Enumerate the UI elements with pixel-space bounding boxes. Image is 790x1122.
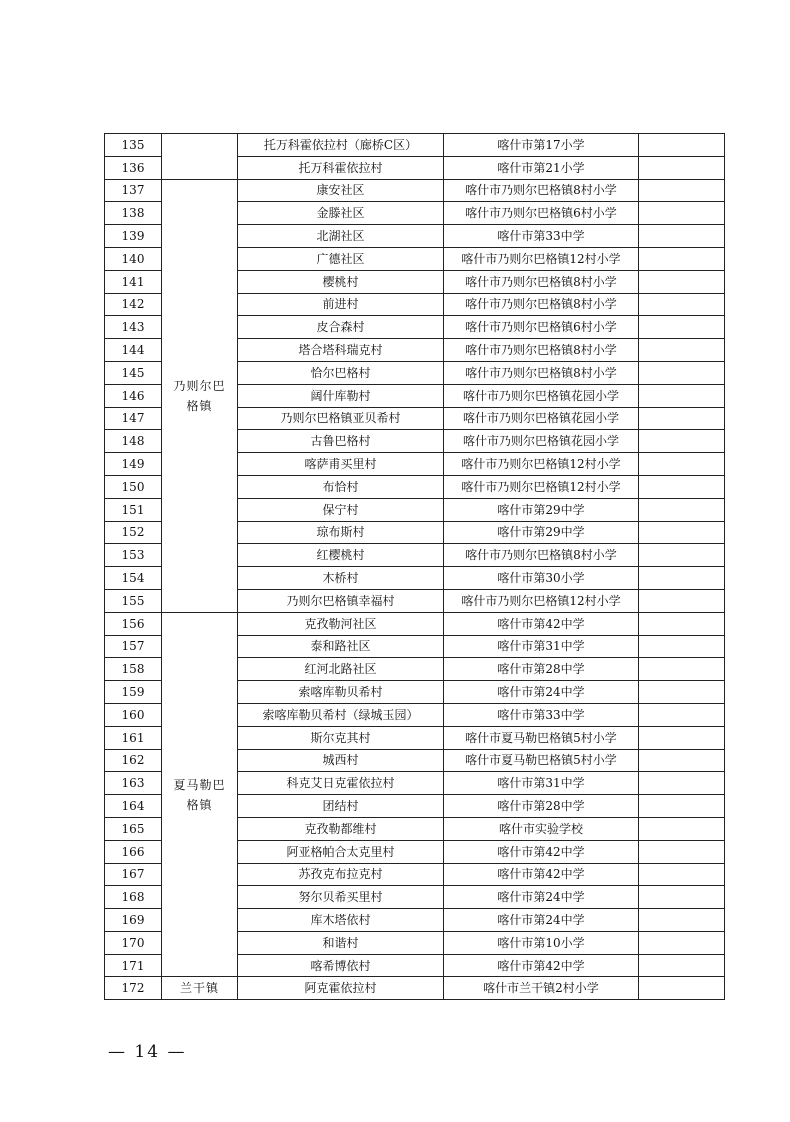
town-cell: 夏马勒巴格镇: [162, 612, 238, 977]
note-cell: [639, 931, 725, 954]
school-cell: 喀什市第29中学: [444, 498, 639, 521]
school-cell: 喀什市实验学校: [444, 817, 639, 840]
row-number-cell: 145: [105, 361, 162, 384]
row-number-cell: 165: [105, 817, 162, 840]
school-cell: 喀什市乃则尔巴格镇8村小学: [444, 361, 639, 384]
note-cell: [639, 384, 725, 407]
village-cell: 古鲁巴格村: [238, 430, 444, 453]
village-cell: 红樱桃村: [238, 544, 444, 567]
village-cell: 克孜勒河社区: [238, 612, 444, 635]
row-number-cell: 164: [105, 795, 162, 818]
village-cell: 苏孜克布拉克村: [238, 863, 444, 886]
note-cell: [639, 726, 725, 749]
school-cell: 喀什市乃则尔巴格镇12村小学: [444, 247, 639, 270]
row-number-cell: 142: [105, 293, 162, 316]
village-cell: 保宁村: [238, 498, 444, 521]
note-cell: [639, 453, 725, 476]
note-cell: [639, 156, 725, 179]
village-cell: 阔什库勒村: [238, 384, 444, 407]
table-row: [105, 977, 725, 1000]
village-cell: 努尔贝希买里村: [238, 886, 444, 909]
school-cell: 喀什市乃则尔巴格镇6村小学: [444, 316, 639, 339]
note-cell: [639, 407, 725, 430]
note-cell: [639, 658, 725, 681]
school-cell: 喀什市第24中学: [444, 909, 639, 932]
village-cell: 布恰村: [238, 475, 444, 498]
village-cell: 斯尔克其村: [238, 726, 444, 749]
village-cell: 索喀库勒贝希村（绿城玉园）: [238, 703, 444, 726]
school-cell: 喀什市乃则尔巴格镇8村小学: [444, 339, 639, 362]
row-number-cell: 143: [105, 316, 162, 339]
note-cell: [639, 909, 725, 932]
village-cell: 广德社区: [238, 247, 444, 270]
note-cell: [639, 134, 725, 157]
school-cell: 喀什市第28中学: [444, 795, 639, 818]
town-cell: [162, 134, 238, 180]
row-number-cell: 154: [105, 567, 162, 590]
row-number-cell: 135: [105, 134, 162, 157]
school-cell: 喀什市乃则尔巴格镇12村小学: [444, 475, 639, 498]
school-cell: 喀什市第31中学: [444, 772, 639, 795]
row-number-cell: 167: [105, 863, 162, 886]
village-cell: 喀希博依村: [238, 954, 444, 977]
row-number-cell: 171: [105, 954, 162, 977]
school-cell: 喀什市乃则尔巴格镇8村小学: [444, 293, 639, 316]
school-cell: 喀什市夏马勒巴格镇5村小学: [444, 726, 639, 749]
town-cell: 乃则尔巴格镇: [162, 179, 238, 612]
village-cell: 木桥村: [238, 567, 444, 590]
row-number-cell: 153: [105, 544, 162, 567]
row-number-cell: 159: [105, 681, 162, 704]
row-number-cell: 139: [105, 225, 162, 248]
village-cell: 克孜勒都维村: [238, 817, 444, 840]
note-cell: [639, 977, 725, 1000]
school-cell: 喀什市乃则尔巴格镇8村小学: [444, 179, 639, 202]
village-cell: 泰和路社区: [238, 635, 444, 658]
note-cell: [639, 863, 725, 886]
village-cell: 阿克霍依拉村: [238, 977, 444, 1000]
note-cell: [639, 430, 725, 453]
row-number-cell: 146: [105, 384, 162, 407]
village-cell: 康安社区: [238, 179, 444, 202]
school-cell: 喀什市乃则尔巴格镇花园小学: [444, 430, 639, 453]
note-cell: [639, 521, 725, 544]
school-district-table: [104, 133, 725, 1000]
row-number-cell: 147: [105, 407, 162, 430]
village-cell: 乃则尔巴格镇幸福村: [238, 589, 444, 612]
row-number-cell: 138: [105, 202, 162, 225]
note-cell: [639, 293, 725, 316]
row-number-cell: 162: [105, 749, 162, 772]
school-cell: 喀什市第42中学: [444, 863, 639, 886]
note-cell: [639, 840, 725, 863]
school-cell: 喀什市第28中学: [444, 658, 639, 681]
village-cell: 库木塔依村: [238, 909, 444, 932]
note-cell: [639, 475, 725, 498]
school-cell: 喀什市第31中学: [444, 635, 639, 658]
note-cell: [639, 339, 725, 362]
row-number-cell: 148: [105, 430, 162, 453]
note-cell: [639, 316, 725, 339]
village-cell: 皮合森村: [238, 316, 444, 339]
school-cell: 喀什市夏马勒巴格镇5村小学: [444, 749, 639, 772]
village-cell: 和谐村: [238, 931, 444, 954]
row-number-cell: 150: [105, 475, 162, 498]
school-cell: 喀什市第24中学: [444, 681, 639, 704]
village-cell: 喀萨甫买里村: [238, 453, 444, 476]
note-cell: [639, 817, 725, 840]
school-cell: 喀什市第17小学: [444, 134, 639, 157]
note-cell: [639, 886, 725, 909]
school-cell: 喀什市乃则尔巴格镇花园小学: [444, 407, 639, 430]
row-number-cell: 157: [105, 635, 162, 658]
village-cell: 恰尔巴格村: [238, 361, 444, 384]
note-cell: [639, 361, 725, 384]
table-row: [105, 134, 725, 157]
village-cell: 金滕社区: [238, 202, 444, 225]
school-cell: 喀什市乃则尔巴格镇8村小学: [444, 270, 639, 293]
row-number-cell: 170: [105, 931, 162, 954]
school-cell: 喀什市乃则尔巴格镇8村小学: [444, 544, 639, 567]
note-cell: [639, 681, 725, 704]
row-number-cell: 137: [105, 179, 162, 202]
note-cell: [639, 749, 725, 772]
town-cell: 兰干镇: [162, 977, 238, 1000]
row-number-cell: 158: [105, 658, 162, 681]
school-cell: 喀什市第21小学: [444, 156, 639, 179]
school-cell: 喀什市乃则尔巴格镇12村小学: [444, 589, 639, 612]
village-cell: 科克艾日克霍依拉村: [238, 772, 444, 795]
row-number-cell: 136: [105, 156, 162, 179]
note-cell: [639, 589, 725, 612]
school-cell: 喀什市兰干镇2村小学: [444, 977, 639, 1000]
note-cell: [639, 795, 725, 818]
row-number-cell: 163: [105, 772, 162, 795]
note-cell: [639, 954, 725, 977]
note-cell: [639, 247, 725, 270]
row-number-cell: 169: [105, 909, 162, 932]
note-cell: [639, 498, 725, 521]
note-cell: [639, 772, 725, 795]
row-number-cell: 149: [105, 453, 162, 476]
village-cell: 团结村: [238, 795, 444, 818]
school-cell: 喀什市第24中学: [444, 886, 639, 909]
village-cell: 红河北路社区: [238, 658, 444, 681]
row-number-cell: 168: [105, 886, 162, 909]
village-cell: 北湖社区: [238, 225, 444, 248]
village-cell: 阿亚格帕合太克里村: [238, 840, 444, 863]
row-number-cell: 151: [105, 498, 162, 521]
note-cell: [639, 635, 725, 658]
row-number-cell: 144: [105, 339, 162, 362]
note-cell: [639, 544, 725, 567]
village-cell: 琼布斯村: [238, 521, 444, 544]
note-cell: [639, 270, 725, 293]
row-number-cell: 140: [105, 247, 162, 270]
school-cell: 喀什市第42中学: [444, 612, 639, 635]
village-cell: 前进村: [238, 293, 444, 316]
village-cell: 塔合塔科瑞克村: [238, 339, 444, 362]
page-number: — 14 —: [108, 1042, 187, 1062]
village-cell: 托万科霍依拉村: [238, 156, 444, 179]
school-cell: 喀什市第10小学: [444, 931, 639, 954]
note-cell: [639, 703, 725, 726]
table-row: [105, 179, 725, 202]
row-number-cell: 156: [105, 612, 162, 635]
table-body: [105, 134, 725, 1000]
row-number-cell: 152: [105, 521, 162, 544]
village-cell: 樱桃村: [238, 270, 444, 293]
row-number-cell: 161: [105, 726, 162, 749]
school-cell: 喀什市第29中学: [444, 521, 639, 544]
village-cell: 乃则尔巴格镇亚贝希村: [238, 407, 444, 430]
row-number-cell: 141: [105, 270, 162, 293]
school-cell: 喀什市第33中学: [444, 225, 639, 248]
row-number-cell: 155: [105, 589, 162, 612]
village-cell: 城西村: [238, 749, 444, 772]
school-cell: 喀什市乃则尔巴格镇12村小学: [444, 453, 639, 476]
school-cell: 喀什市第42中学: [444, 840, 639, 863]
school-cell: 喀什市第42中学: [444, 954, 639, 977]
school-cell: 喀什市第33中学: [444, 703, 639, 726]
row-number-cell: 172: [105, 977, 162, 1000]
row-number-cell: 166: [105, 840, 162, 863]
village-cell: 托万科霍依拉村（廊桥C区）: [238, 134, 444, 157]
village-cell: 索喀库勒贝希村: [238, 681, 444, 704]
school-cell: 喀什市乃则尔巴格镇花园小学: [444, 384, 639, 407]
table-row: [105, 612, 725, 635]
note-cell: [639, 202, 725, 225]
note-cell: [639, 612, 725, 635]
school-cell: 喀什市第30小学: [444, 567, 639, 590]
note-cell: [639, 179, 725, 202]
school-cell: 喀什市乃则尔巴格镇6村小学: [444, 202, 639, 225]
note-cell: [639, 225, 725, 248]
row-number-cell: 160: [105, 703, 162, 726]
note-cell: [639, 567, 725, 590]
